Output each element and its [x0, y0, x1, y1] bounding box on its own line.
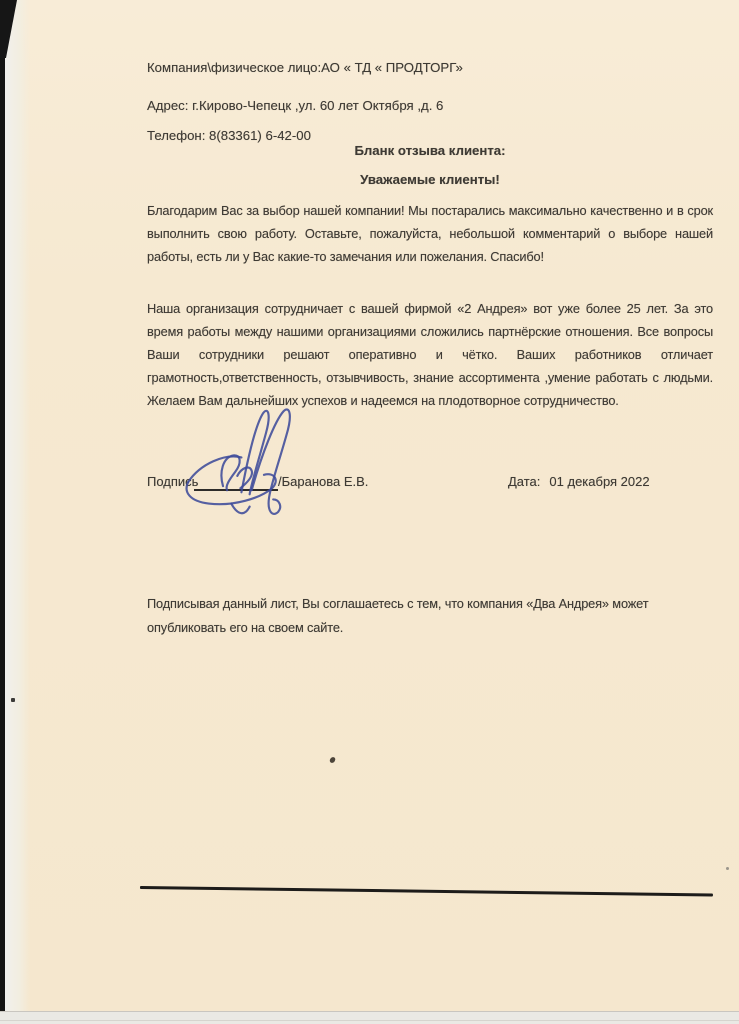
- handwritten-signature-scribble: [180, 396, 308, 524]
- scan-edge-bottom-line: [0, 1020, 739, 1021]
- intro-paragraph: Благодарим Вас за выбор нашей компании! Мы постарались максимально качественно и в срок выполнить свою работу. Оставьте, пожалуйста, небольшой комментарий о выборе нашей работы, есть ли у Вас какие-то замечания или пожелания. Спасибо!: [147, 203, 713, 264]
- greeting-heading: Уважаемые клиенты!: [360, 172, 500, 187]
- form-title: Бланк отзыва клиента:: [354, 143, 506, 158]
- scan-edge-bottom: [0, 1011, 739, 1024]
- date-row: [508, 474, 650, 489]
- scan-edge-left: [0, 0, 5, 1024]
- phone-line: Телефон: 8(83361) 6-42-00: [147, 128, 311, 144]
- signature-label: Подпись: [147, 474, 199, 489]
- address-line: Адрес: г.Кирово-Чепецк ,ул. 60 лет Октября ,д. 6: [147, 98, 444, 114]
- divider-rule: [140, 886, 713, 896]
- signature-name: /Баранова Е.В.: [278, 474, 369, 489]
- consent-paragraph: Подписывая данный лист, Вы соглашаетесь с тем, что компания «Два Андрея» может опубликовать его на своем сайте.: [147, 596, 649, 635]
- review-paragraph: Наша организация сотрудничает с вашей фирмой «2 Андрея» вот уже более 25 лет. За это время работы между нашими организациями сложились партнёрские отношения. Все вопросы Ваши сотрудники решают оперативно и чётко. Ваших работников отличает грамотность,ответственность, отзывчивость, знание ассортимента ,умение работать с людьми. Желаем Вам дальнейших успехов и надеемся на плодотворное сотрудничество.: [147, 301, 713, 408]
- company-line: Компания\физическое лицо:АО « ТД « ПРОДТОРГ»: [147, 60, 463, 76]
- scan-speck: [11, 698, 15, 702]
- scan-speck: [329, 756, 336, 763]
- date-value: 01 декабря 2022: [549, 474, 650, 489]
- scan-edge-left-highlight: [5, 0, 30, 1024]
- scan-speck: [726, 867, 729, 870]
- date-label: Дата:: [508, 474, 541, 489]
